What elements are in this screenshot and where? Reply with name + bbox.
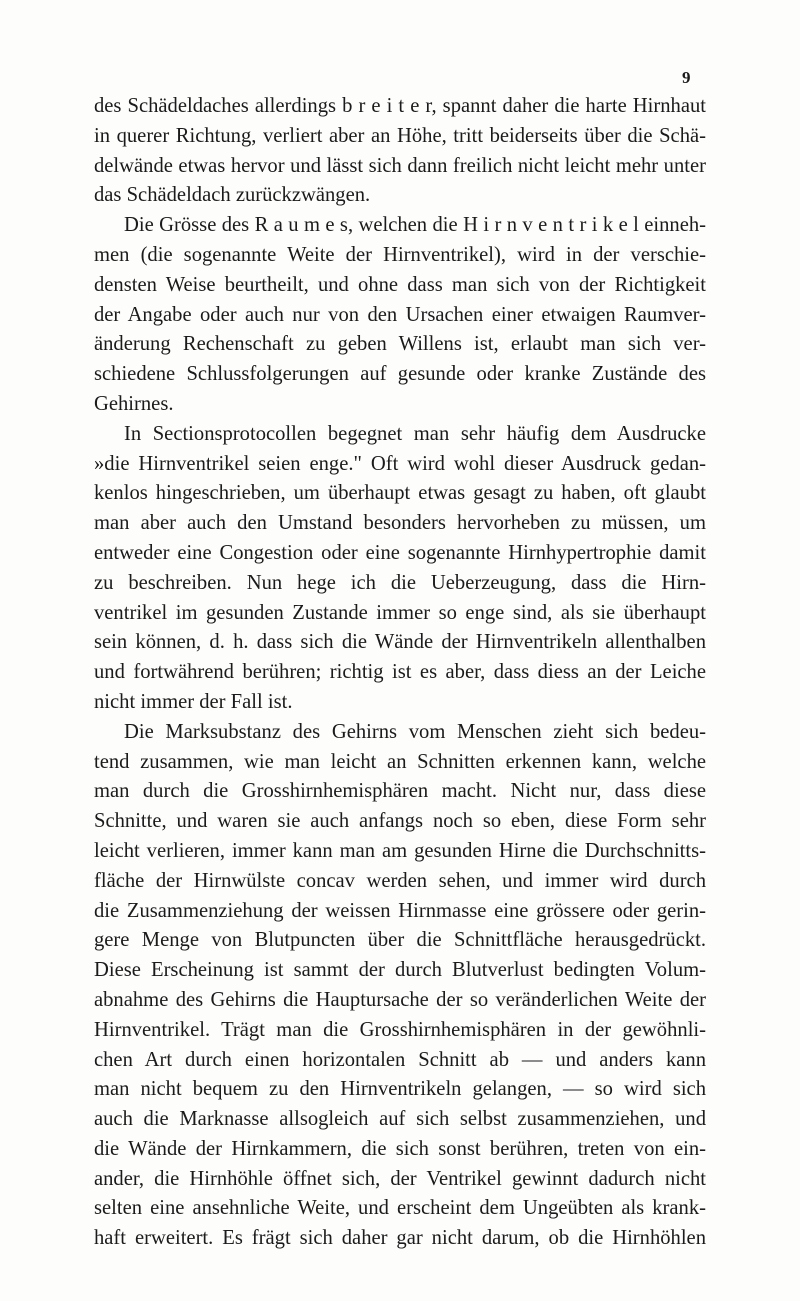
text-line: ander, die Hirnhöhle öffnet sich, der Ventrikel gewinnt dadurch nicht [94,1167,706,1190]
text-line: zu beschreiben. Nun hege ich die Ueberzeugung, dass die Hirn- [94,571,706,594]
text-line: schiedene Schlussfolgerungen auf gesunde oder kranke Zustände des [94,363,706,386]
paragraph [94,420,706,718]
text-line: die Zusammenziehung der weissen Hirnmasse eine grössere oder gerin- [94,899,706,922]
text-line: änderung Rechenschaft zu geben Willens ist, erlaubt man sich ver- [94,333,706,356]
text-line: selten eine ansehnliche Weite, und erscheint dem Ungeübten als krank- [94,1197,706,1220]
text-line: in querer Richtung, verliert aber an Höhe, tritt beiderseits über die Schä- [94,124,706,147]
text-line: die Wände der Hirnkammern, die sich sonst berühren, treten von ein- [94,1137,706,1160]
paragraph [94,211,706,420]
text-line: man durch die Grosshirnhemisphären macht. Nicht nur, dass diese [94,780,706,803]
text-line: man aber auch den Umstand besonders hervorheben zu müssen, um [94,512,706,535]
text-line: haft erweitert. Es frägt sich daher gar nicht darum, ob die Hirnhöhlen [94,1227,706,1250]
text-line: Schnitte, und waren sie auch anfangs noch so eben, diese Form sehr [94,810,706,833]
text-line: densten Weise beurtheilt, und ohne dass man sich von der Richtigkeit [94,273,706,296]
text-line: Die Marksubstanz des Gehirns vom Menschen zieht sich bedeu- [124,720,706,743]
text-line: man nicht bequem zu den Hirnventrikeln gelangen, — so wird sich [94,1078,706,1101]
page-number: 9 [682,68,691,87]
text-line: men (die sogenannte Weite der Hirnventrikel), wird in der verschie- [94,243,706,266]
text-line: das Schädeldach zurückzwängen. [94,184,371,207]
text-line: chen Art durch einen horizontalen Schnitt ab — und anders kann [94,1048,706,1071]
text-line: Die Grösse des R a u m e s, welchen die H i r n v e n t r i k e l einneh- [124,214,706,237]
text-line: delwände etwas hervor und lässt sich dann freilich nicht leicht mehr unter [94,154,706,177]
text-line: »die Hirnventrikel seien enge." Oft wird wohl dieser Ausdruck gedan- [94,452,706,475]
text-line: fläche der Hirnwülste concav werden sehen, und immer wird durch [94,869,706,892]
text-line: entweder eine Congestion oder eine sogenannte Hirnhypertrophie damit [94,541,706,564]
text-line: tend zusammen, wie man leicht an Schnitten erkennen kann, welche [94,750,706,773]
paragraph [94,92,706,211]
text-line: Diese Erscheinung ist sammt der durch Blutverlust bedingten Volum- [94,959,706,982]
text-line: ventrikel im gesunden Zustande immer so enge sind, als sie überhaupt [94,601,706,624]
body-text [94,92,706,1254]
text-line: In Sectionsprotocollen begegnet man sehr häufig dem Ausdrucke [124,422,706,445]
paragraph [94,718,706,1254]
text-line: der Angabe oder auch nur von den Ursachen einer etwaigen Raumver- [94,303,706,326]
text-line: des Schädeldaches allerdings b r e i t e r, spannt daher die harte Hirnhaut [94,95,706,117]
text-line: Hirnventrikel. Trägt man die Grosshirnhemisphären in der gewöhnli- [94,1018,706,1041]
text-line: Gehirnes. [94,392,174,415]
text-line: auch die Marknasse allsogleich auf sich selbst zusammenziehen, und [94,1108,706,1131]
text-line: abnahme des Gehirns die Hauptursache der so veränderlichen Weite der [94,988,706,1011]
text-line: sein können, d. h. dass sich die Wände der Hirnventrikeln allenthalben [94,631,706,654]
text-line: leicht verlieren, immer kann man am gesunden Hirne die Durchschnitts- [94,839,706,862]
text-line: kenlos hingeschrieben, um überhaupt etwas gesagt zu haben, oft glaubt [94,482,706,505]
text-line: und fortwährend berühren; richtig ist es aber, dass diess an der Leiche [94,661,706,684]
text-line: gere Menge von Blutpuncten über die Schnittfläche herausgedrückt. [94,929,706,952]
text-line: nicht immer der Fall ist. [94,690,293,713]
